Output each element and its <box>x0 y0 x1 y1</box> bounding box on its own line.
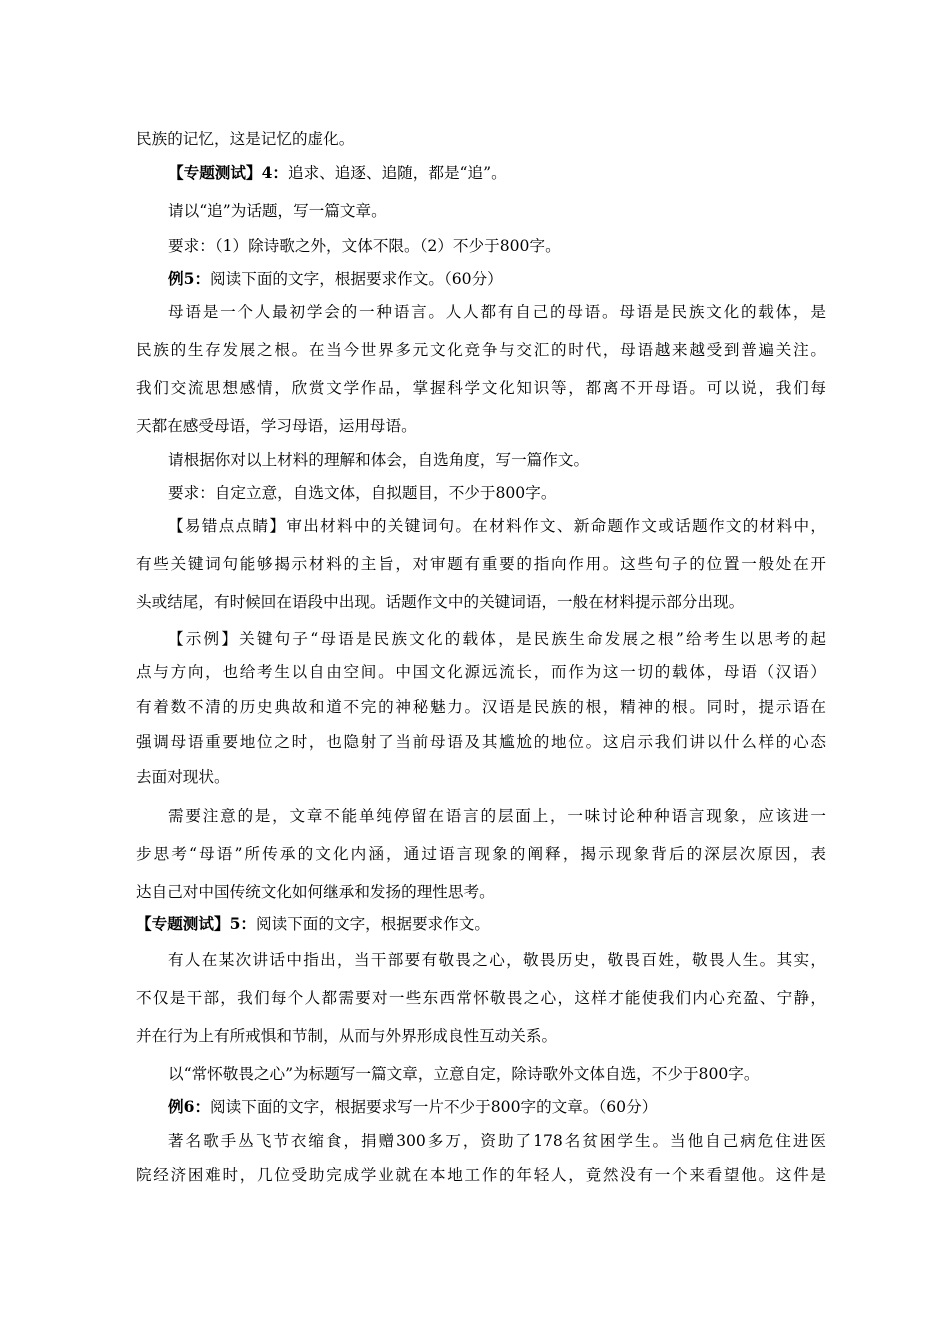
text-line: 著名歌手丛飞节衣缩食，捐赠300多万，资助了178名贫困学生。当他自己病危住进医 <box>168 1132 826 1150</box>
text-line: 要求：（1）除诗歌之外，文体不限。（2）不少于800字。 <box>168 237 561 255</box>
text-line: 民族的记忆，这是记忆的虚化。 <box>136 130 355 148</box>
text-line: 民族的生存发展之根。在当今世界多元文化竞争与交汇的时代，母语越来越受到普遍关注。 <box>136 341 826 359</box>
text-line: 请以“追”为话题，写一篇文章。 <box>168 202 387 220</box>
example-label: 例6： <box>168 1097 211 1116</box>
text-line: 有人在某次讲话中指出，当干部要有敬畏之心，敬畏历史，敬畏百姓，敬畏人生。其实， <box>168 951 826 969</box>
text-line: 以“常怀敬畏之心”为标题写一篇文章，立意自定，除诗歌外文体自选，不少于800字。 <box>168 1065 760 1083</box>
text-line: 达自己对中国传统文化如何继承和发扬的理性思考。 <box>136 883 495 901</box>
text-line: 【易错点点睛】审出材料中的关键词句。在材料作文、新命题作文或话题作文的材料中， <box>168 517 826 535</box>
text-line: 【专题测试】4：追求、追逐、追随，都是“追”。 <box>168 163 507 182</box>
text-line: 不仅是干部，我们每个人都需要对一些东西常怀敬畏之心，这样才能使我们内心充盈、宁静， <box>136 989 826 1007</box>
text-line: 天都在感受母语，学习母语，运用母语。 <box>136 417 417 435</box>
text-line: 要求：自定立意，自选文体，自拟题目，不少于800字。 <box>168 484 557 502</box>
text-line: 母语是一个人最初学会的一种语言。人人都有自己的母语。母语是民族文化的载体，是 <box>168 303 826 321</box>
example-label: 例5： <box>168 269 211 288</box>
text-line: 例6：阅读下面的文字，根据要求写一片不少于800字的文章。（60分） <box>168 1097 658 1116</box>
text-line: 点与方向，也给考生以自由空间。中国文化源远流长，而作为这一切的载体，母语（汉语） <box>136 663 826 681</box>
text-line: 【示例】关键句子“母语是民族文化的载体，是民族生命发展之根”给考生以思考的起 <box>168 630 826 648</box>
text-line: 强调母语重要地位之时，也隐射了当前母语及其尴尬的地位。这启示我们讲以什么样的心态 <box>136 733 826 751</box>
text-line: 有些关键词句能够揭示材料的主旨，对审题有重要的指向作用。这些句子的位置一般处在开 <box>136 555 826 573</box>
text-line: 我们交流思想感情，欣赏文学作品，掌握科学文化知识等，都离不开母语。可以说，我们每 <box>136 379 826 397</box>
text-line: 步思考“母语”所传承的文化内涵，通过语言现象的阐释，揭示现象背后的深层次原因，表 <box>136 845 826 863</box>
text-line: 有着数不清的历史典故和道不完的神秘魅力。汉语是民族的根，精神的根。同时，提示语在 <box>136 698 826 716</box>
text-line: 并在行为上有所戒惧和节制，从而与外界形成良性互动关系。 <box>136 1027 558 1045</box>
section-label: 【专题测试】5： <box>136 914 257 933</box>
text-line: 院经济困难时，几位受助完成学业就在本地工作的年轻人，竟然没有一个来看望他。这件是 <box>136 1166 826 1184</box>
text-line: 例5：阅读下面的文字，根据要求作文。（60分） <box>168 269 503 288</box>
text-line: 请根据你对以上材料的理解和体会，自选角度，写一篇作文。 <box>168 451 590 469</box>
text-line: 【专题测试】5：阅读下面的文字，根据要求作文。 <box>136 914 490 933</box>
text-line: 需要注意的是，文章不能单纯停留在语言的层面上，一味讨论种种语言现象，应该进一 <box>168 807 826 825</box>
text-line: 头或结尾，有时候回在语段中出现。话题作文中的关键词语，一般在材料提示部分出现。 <box>136 593 745 611</box>
section-label: 【专题测试】4： <box>168 163 289 182</box>
text-line: 去面对现状。 <box>136 768 230 786</box>
